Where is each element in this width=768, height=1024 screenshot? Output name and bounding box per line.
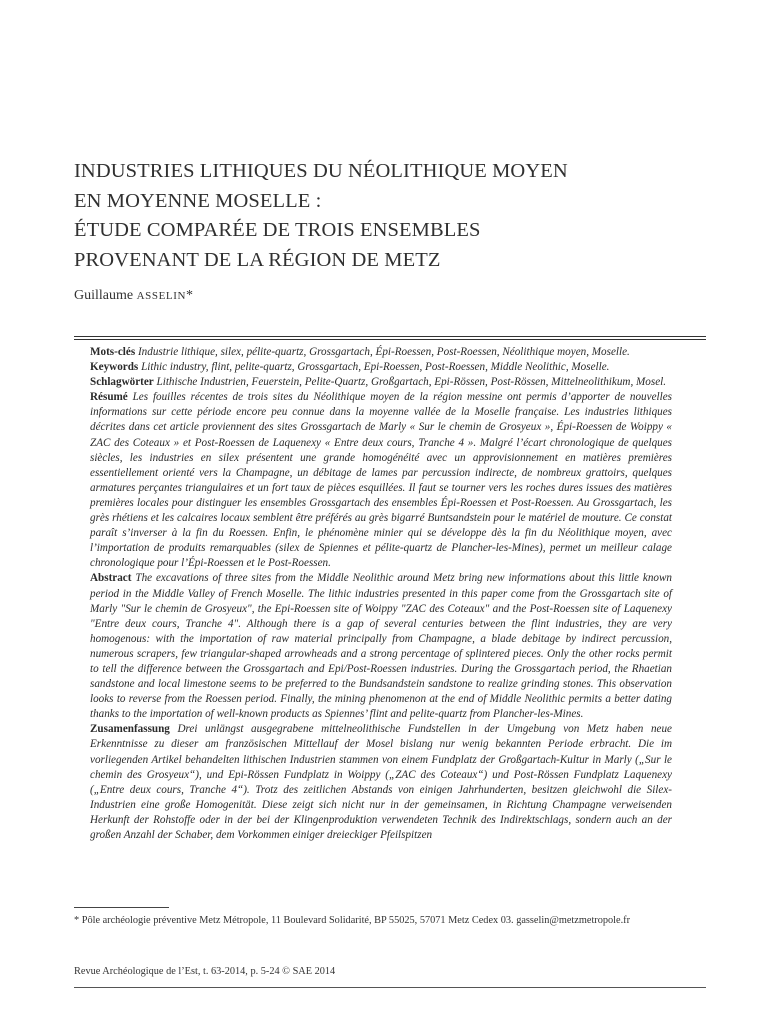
author-name [74, 288, 193, 304]
double-rule-top [74, 336, 706, 337]
keywords-en-text: Lithic industry, flint, pelite-quartz, Grossgartach, Epi-Roessen, Post-Roessen, Middle Neolithic, Moselle. [141, 361, 610, 374]
keywords-fr [90, 345, 672, 360]
abstracts-block [90, 345, 672, 843]
keywords-de-label: Schlagwörter [90, 376, 154, 389]
title-line-3: ÉTUDE COMPARÉE DE TROIS ENSEMBLES [74, 219, 481, 241]
resume-text: Les fouilles récentes de trois sites du Néolithique moyen de la région messine ont permis d’apporter de nouvelles informations sur cette période encore peu connue dans la moyenne vallée de la Moselle française. Les industries lithiques décrites dans cet article proviennent des sites Grossgartach de Marly « Sur le chemin de Grosyeux », Épi-Roessen de Woippy « ZAC des Coteaux » et Post-Roessen de Laquenexy « Entre deux cours, Tranche 4 ». Malgré l’écart chronologique de quelques siècles, les industries en silex présentent une grande homogénéité avec un approvisionnement en matières premières essentiellement orienté vers la Champagne, un débitage de lames par percussion indirecte, de nombreux grattoirs, quelques armatures perçantes triangulaires et un fort taux de pièces esquillées. Il faut se tourner vers les roches dures issues des matières premières locales pour distinguer les ensembles Grossgartach des ensembles Épi-Roessen et Post-Roessen. Au Grossgartach, les grès rhétiens et les calcaires locaux semblent être préférés au grès bigarré Buntsandstein pour le matériel de mouture. Ce constat paraît s’inverser à la fin du Roessen. Enfin, le phénomène minier qui se développe dès la fin du Néolithique moyen, avec l’importation de produits remarquables (silex de Spiennes et pélite-quartz de Plancher-les-Mines), permet un meilleur calage chronologique pour l’Épi-Roessen et le Post-Roessen. [90, 391, 672, 570]
zusammenfassung-paragraph [90, 722, 672, 843]
resume-paragraph [90, 390, 672, 571]
keywords-de-text: Lithische Industrien, Feuerstein, Pelite-Quartz, Großgartach, Epi-Rössen, Post-Rössen, Mittelneolithikum, Mosel. [156, 376, 667, 389]
abstract-text: The excavations of three sites from the Middle Neolithic around Metz bring new informations about this little known period in the Middle Valley of French Moselle. The lithic industries presented in this paper come from the Grossgartach site of Marly "Sur le chemin de Grosyeux", the Epi-Roessen site of Woippy "ZAC des Coteaux" and the Post-Roessen site of Laquenexy "Entre deux cours, Tranche 4". Although there is a gap of several centuries between the flint industries, they are very homogenous: with the importation of raw material principally from Champagne, a blade debitage by indirect percussion, numerous scrapers, few triangular-shaped arrowheads and a strong percentage of splintered pieces. Only the other rocks permit to tell the difference between the Grossgartach and Epi/Post-Roessen industries. During the Grossgartach period, the Rhaetian sandstone and local limestone seems to be preferred to the Bundsandstein sandstone to realize grinding stones. This observation looks to reverse from the Roessen period. Finally, the mining phenomenon at the end of Middle Neolithic permits a better dating thanks to the importation of well-known products as Spiennes’ flint and pelite-quartz from Plancher-les-Mines. [90, 572, 672, 721]
zusammenfassung-text: Drei unlängst ausgegrabene mittelneolithische Fundstellen in der Umgebung von Metz haben neue Erkenntnisse zu dieser am französischen Mittellauf der Mosel bislang nur wenig bekannten Periode erbracht. Die im vorliegenden Artikel behandelten lithischen Industrien stammen von einem Fundplatz der Großgartach-Kultur in Marly („Sur le chemin des Grosyeux“), und Epi-Rössen Fundplatz in Woippy („ZAC des Coteaux“) und Post-Rössen Fundplatz Laquenexy („Entre deux cours, Tranche 4“). Trotz des zeitlichen Abstands von einigen Jahrhunderten, besitzen gleichwohl die Silex-Industrien eine große Homogenität. Diese zeigt sich nicht nur in der gemeinsamen, in Richtung Champagne verweisenden Herkunft der Rohstoffe oder in der bei der Klingenproduktion verwendeten Technik des Indirektschlags, sondern auch an der großen Anzahl der Schaber, dem Vorkommen einiger dreieckiger Pfeilspitzen [90, 723, 672, 841]
title-line-1: INDUSTRIES LITHIQUES DU NÉOLITHIQUE MOYEN [74, 160, 568, 182]
footnote-rule [74, 907, 169, 908]
keywords-de [90, 375, 672, 390]
keywords-en [90, 360, 672, 375]
keywords-fr-label: Mots-clés [90, 346, 136, 358]
article-title [74, 157, 694, 275]
resume-label: Résumé [90, 391, 128, 404]
title-line-4: PROVENANT DE LA RÉGION DE METZ [74, 248, 441, 271]
keywords-en-label: Keywords [90, 361, 139, 374]
journal-citation: Revue Archéologique de l’Est, t. 63-2014, p. 5-24 © SAE 2014 [74, 966, 336, 977]
author-first-name: Guillaume [74, 288, 134, 303]
double-rule-bottom [74, 339, 706, 340]
title-line-2: EN MOYENNE MOSELLE : [74, 189, 322, 212]
bottom-rule [74, 987, 706, 988]
abstract-paragraph [90, 571, 672, 722]
abstract-label: Abstract [90, 572, 132, 585]
keywords-fr-text: Industrie lithique, silex, pélite-quartz, Grossgartach, Épi-Roessen, Post-Roessen, Néolithique moyen, Moselle. [137, 346, 630, 358]
author-footnote-mark: * [186, 288, 194, 303]
author-last-name: ASSELIN [136, 290, 187, 302]
zusammenfassung-label: Zusamenfassung [90, 723, 170, 736]
author-affiliation-footnote: * Pôle archéologie préventive Metz Métropole, 11 Boulevard Solidarité, BP 55025, 57071 Metz Cedex 03. gasselin@metzmetropole.fr [74, 915, 631, 926]
